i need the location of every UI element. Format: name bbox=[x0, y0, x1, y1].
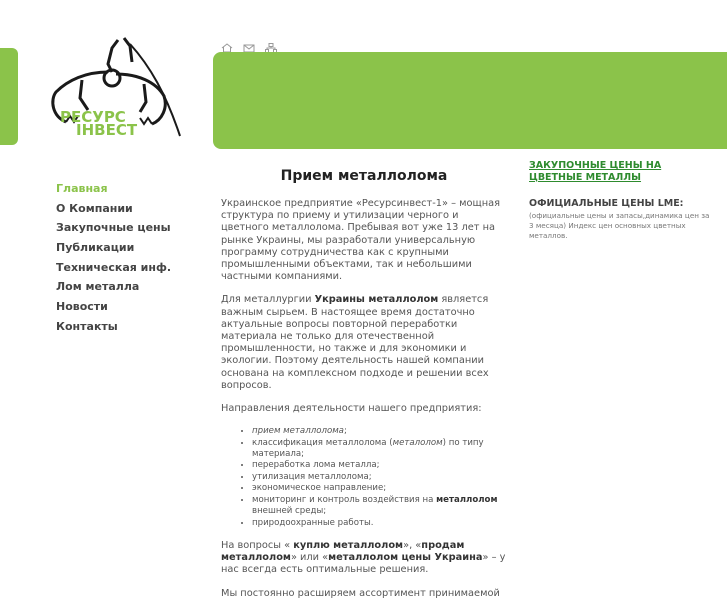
logo[interactable] bbox=[46, 34, 186, 142]
top-icon-bar bbox=[220, 38, 278, 48]
list-item: • природоохранные работы. bbox=[252, 518, 507, 529]
questions-paragraph bbox=[221, 540, 507, 577]
mail-icon[interactable] bbox=[242, 38, 256, 48]
page-title: Прием металлолома bbox=[280, 168, 448, 184]
main-content bbox=[221, 167, 507, 611]
continued-paragraph: Мы постоянно расширяем ассортимент принимаемой bbox=[221, 587, 500, 599]
keyword-link[interactable]: продам металлолом bbox=[221, 539, 465, 564]
text-fragment: Для металлургии bbox=[221, 294, 315, 306]
list-item: • экономическое направление; bbox=[252, 483, 507, 494]
nav-item-home[interactable]: Главная bbox=[56, 182, 108, 195]
lme-title: ОФИЦИАЛЬНЫЕ ЦЕНЫ LME: bbox=[529, 198, 684, 209]
metallurgy-paragraph bbox=[221, 294, 507, 392]
keyword-link[interactable]: Украины металлолом bbox=[314, 294, 439, 306]
text-fragment: классификация металлолома ( bbox=[252, 437, 393, 448]
list-item bbox=[252, 426, 507, 437]
list-item bbox=[252, 495, 507, 518]
home-icon[interactable] bbox=[220, 38, 234, 48]
logo-text-line1: РЕСУРС bbox=[60, 108, 126, 126]
intro-paragraph: Украинское предприятие «Ресурсинвест-1» – мощная структура по приему и утилизации черного и цветного металлолома. Пребывая вот уже 13 лет на рынке Украины, мы разработали универсальную программу сотрудничества как с крупными промышленными объектами, так и небольшими частными компаниями. bbox=[221, 198, 501, 283]
text-fragment: », « bbox=[403, 539, 422, 551]
nav-item-scrap-metal[interactable]: Лом металла bbox=[56, 280, 140, 294]
keyword-link[interactable]: металлолом bbox=[436, 494, 498, 505]
text-fragment: является важным сырьем. В настоящее время достаточно актуальные вопросы повторной переработки материала не только для отечественной промышленности, но также и для экономики и экологии. Поэтому деятельность нашей компании основана на комплексном подходе и решении всех вопросов. bbox=[221, 294, 489, 391]
logo-text-line2: ІНВЕСТ bbox=[76, 121, 138, 139]
text-fragment: » – у нас всегда есть оптимальные решения. bbox=[221, 552, 506, 576]
nav-item-publications[interactable]: Публикации bbox=[56, 241, 135, 255]
directions-heading: Направления деятельности нашего предприятия: bbox=[221, 403, 482, 415]
list-item bbox=[252, 438, 507, 461]
list-item: • утилизация металлолома; bbox=[252, 472, 507, 483]
text-fragment: ) по типу материала; bbox=[252, 437, 484, 460]
header-banner bbox=[213, 52, 727, 149]
nav-item-about[interactable]: О Компании bbox=[56, 201, 133, 215]
list-item-emphasis: металолом bbox=[392, 437, 443, 448]
nav-item-tech-info[interactable]: Техническая инф. bbox=[56, 260, 172, 274]
text-fragment: » или « bbox=[290, 552, 329, 564]
lme-description: (официальные цены и запасы,динамика цен за 3 месяца) Индекс цен основных цветных металлов. bbox=[529, 211, 710, 240]
prices-link[interactable]: ЗАКУПОЧНЫЕ ЦЕНЫ НА ЦВЕТНЫЕ МЕТАЛЛЫ bbox=[529, 160, 662, 183]
sitemap-icon[interactable] bbox=[264, 38, 278, 48]
nav-item-prices[interactable]: Закупочные цены bbox=[56, 221, 171, 235]
list-item-emphasis: прием металлолома bbox=[252, 426, 344, 437]
text-fragment: На вопросы « bbox=[221, 539, 294, 551]
activity-list bbox=[221, 426, 507, 529]
list-item: • переработка лома металла; bbox=[252, 460, 507, 471]
nav-item-news[interactable]: Новости bbox=[56, 300, 108, 314]
nav-item-contacts[interactable]: Контакты bbox=[56, 319, 118, 333]
text-fragment: ; bbox=[343, 426, 347, 437]
keyword-link[interactable]: металлолом цены Украина bbox=[328, 552, 483, 564]
left-accent-tab bbox=[0, 48, 18, 145]
keyword-link[interactable]: куплю металлолом bbox=[293, 539, 404, 551]
main-nav bbox=[56, 179, 206, 337]
sidebar-right bbox=[529, 160, 711, 241]
text-fragment: внешней среды; bbox=[252, 506, 327, 517]
text-fragment: мониторинг и контроль воздействия на bbox=[252, 494, 437, 505]
